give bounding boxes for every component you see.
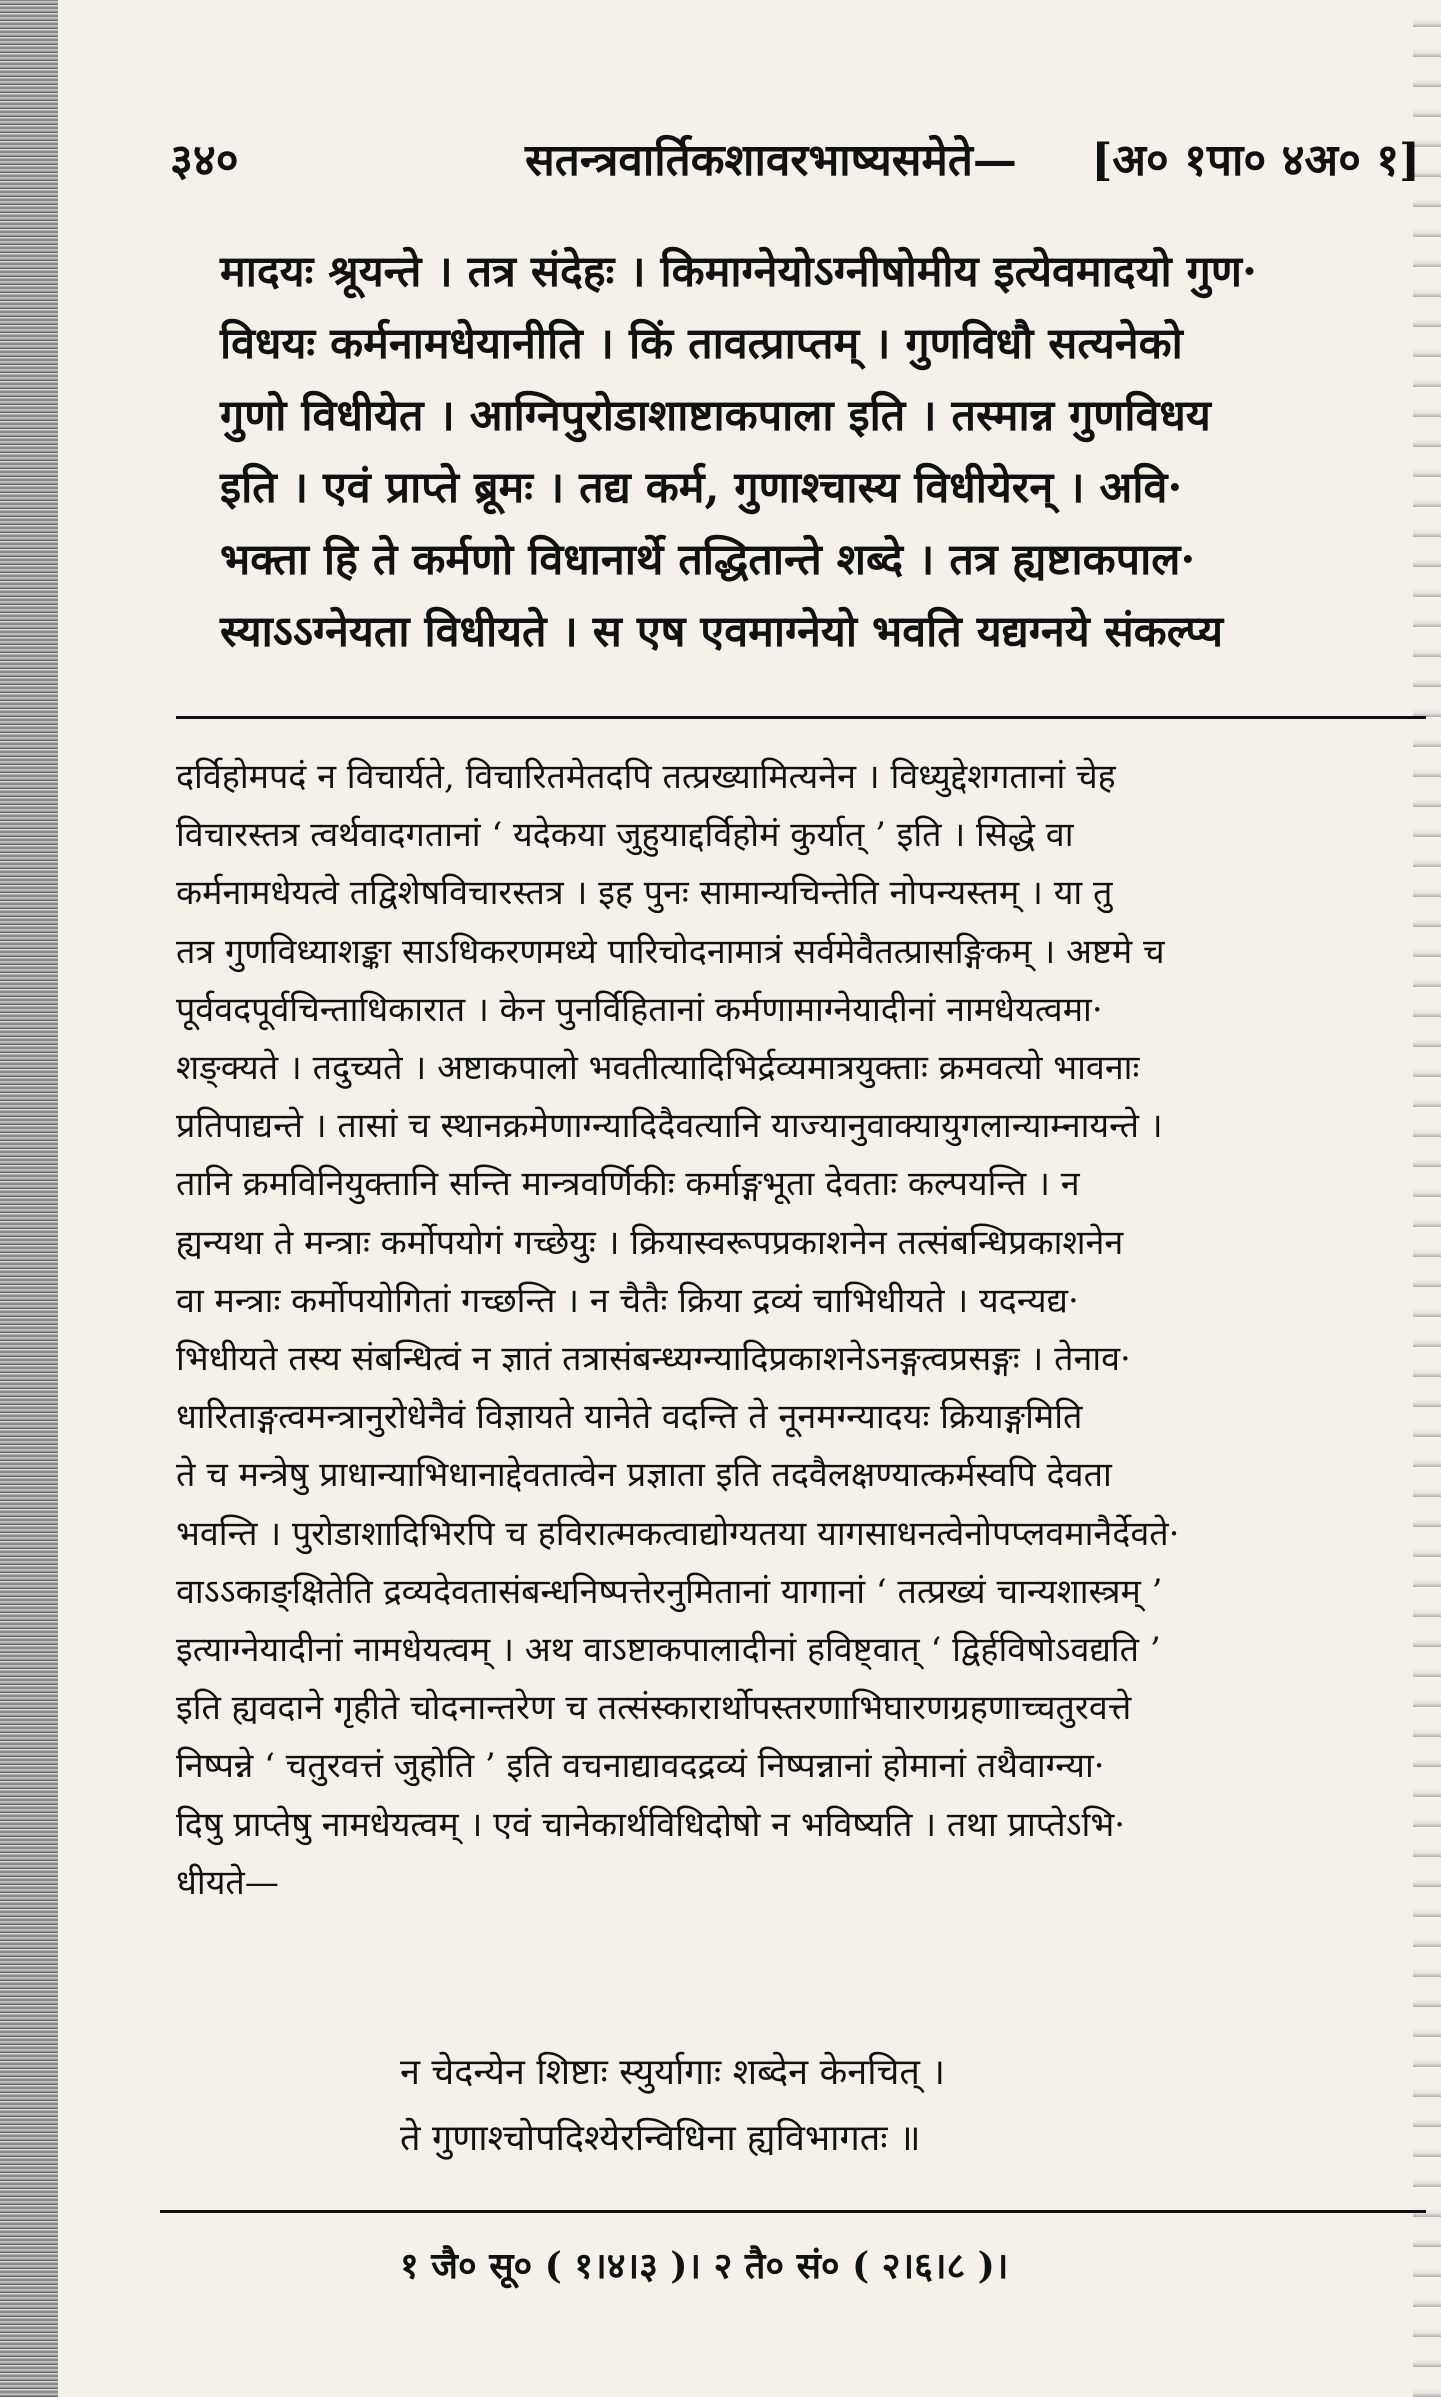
commentary-line: इति ह्यवदाने गृहीते चोदनान्तरेण च तत्संस्कारार्थोपस्तरणाभिघारणग्रहणाच्चतुरवत्ते bbox=[176, 1688, 1132, 1729]
bhashya-line: गुणो विधीयेत । आग्निपुरोडाशाष्टाकपाला इति । तस्मान्न गुणविधय bbox=[220, 391, 1211, 441]
bhashya-line: इति । एवं प्राप्ते ब्रूमः । तद्य कर्म, गुणाश्चास्य विधीयेरन् । अवि· bbox=[220, 463, 1183, 513]
bhashya-line: मादयः श्रूयन्ते । तत्र संदेहः । किमाग्नेयोऽग्नीषोमीय इत्येवमादयो गुण· bbox=[220, 247, 1257, 297]
commentary-line: वाऽऽकाङ्क्षितेति द्रव्यदेवतासंबन्धनिष्पत्तेरनुमितानां यागानां ‘ तत्प्रख्यं चान्यशास्त्रम् ’ bbox=[176, 1571, 1163, 1612]
page-number: ३४० bbox=[170, 135, 239, 186]
bhashya-line: विधयः कर्मनामधेयानीति । किं तावत्प्राप्तम् । गुणविधौ सत्यनेको bbox=[220, 319, 1183, 369]
commentary-line: वा मन्त्राः कर्मोपयोगितां गच्छन्ति । न चैतैः क्रिया द्रव्यं चाभिधीयते । यदन्यद्य· bbox=[176, 1280, 1079, 1321]
commentary-line: धारिताङ्गत्वमन्त्रानुरोधेनैवं विज्ञायते यानेते वदन्ति ते नूनमग्न्यादयः क्रियाङ्गमिति bbox=[176, 1397, 1083, 1438]
section-reference: [अ० १पा० ४अ० १] bbox=[1091, 135, 1420, 186]
commentary-line: विचारस्तत्र त्वर्थवादगतानां ‘ यदेकया जुहुयाद्दर्विहोमं कुर्यात् ’ इति । सिद्धे वा bbox=[176, 815, 1074, 856]
bhashya-line: भक्ता हि ते कर्मणो विधानार्थे तद्धितान्ते शब्दे । तत्र ह्यष्टाकपाल· bbox=[220, 535, 1196, 585]
bhashya-line: स्याऽऽग्नेयता विधीयते । स एष एवमाग्नेयो भवति यद्यग्नये संकल्प्य bbox=[220, 607, 1224, 657]
commentary-line: निष्पन्ने ‘ चतुरवत्तं जुहोति ’ इति वचनाद्यावदद्रव्यं निष्पन्नानां होमानां तथैवाग्न्या· bbox=[176, 1746, 1105, 1787]
closing-verse-line: न चेदन्येन शिष्टाः स्युर्यागाः शब्देन केनचित् । bbox=[400, 2052, 946, 2093]
closing-verse-line: ते गुणाश्चोपदिश्येरन्विधिना ह्यविभागतः ॥ bbox=[400, 2118, 921, 2159]
footnote-divider bbox=[160, 2210, 1426, 2213]
page-binding-shadow-left bbox=[0, 0, 58, 2397]
section-divider bbox=[176, 716, 1426, 719]
footnote: १ जै० सू० ( १।४।३ )। २ तै० सं० ( २।६।८ )। bbox=[400, 2245, 1009, 2287]
commentary-line: तानि क्रमविनियुक्तानि सन्ति मान्त्रवर्णिकीः कर्माङ्गभूता देवताः कल्पयन्ति । न bbox=[176, 1164, 1080, 1205]
closing-verse bbox=[400, 2040, 1300, 2172]
commentary-line: भवन्ति । पुरोडाशादिभिरपि च हविरात्मकत्वाद्योग्यतया यागसाधनत्वेनोपप्लवमानैर्देवते· bbox=[176, 1513, 1180, 1554]
commentary-line: ह्यन्यथा ते मन्त्राः कर्मोपयोगं गच्छेयुः । क्रियास्वरूपप्रकाशनेन तत्संबन्धिप्रकाशनेन bbox=[176, 1222, 1124, 1263]
commentary-line: प्रतिपाद्यन्ते । तासां च स्थानक्रमेणाग्न्यादिदैवत्यानि याज्यानुवाक्यायुगलान्याम्नायन्ते । bbox=[176, 1106, 1163, 1147]
commentary-line: धीयते— bbox=[176, 1862, 279, 1903]
commentary-line: शङ्क्यते । तदुच्यते । अष्टाकपालो भवतीत्यादिभिर्द्रव्यमात्रयुक्ताः क्रमवत्यो भावनाः bbox=[176, 1048, 1140, 1089]
commentary-line: दर्विहोमपदं न विचार्यते, विचारितमेतदपि तत्प्रख्यामित्यनेन । विध्युद्देशगतानां चेह bbox=[176, 757, 1116, 797]
running-title: सतन्त्रवार्तिकशावरभाष्यसमेते— bbox=[525, 135, 1017, 186]
commentary-line: दिषु प्राप्तेषु नामधेयत्वम् । एवं चानेकार्थविधिदोषो न भविष्यति । तथा प्राप्तेऽभि· bbox=[176, 1804, 1126, 1845]
vartika-commentary-block bbox=[176, 748, 1426, 1912]
page-header bbox=[170, 118, 1430, 190]
commentary-line: कर्मनामधेयत्वे तद्विशेषविचारस्तत्र । इह पुनः सामान्यचिन्तेति नोपन्यस्तम् । या तु bbox=[176, 873, 1113, 914]
bhashya-text-block bbox=[220, 236, 1380, 668]
commentary-line: पूर्ववदपूर्वचिन्ताधिकारात । केन पुनर्विहितानां कर्मणामाग्नेयादीनां नामधेयत्वमा· bbox=[176, 989, 1103, 1030]
commentary-line: भिधीयते तस्य संबन्धित्वं न ज्ञातं तत्रासंबन्ध्यग्न्यादिप्रकाशनेऽनङ्गत्वप्रसङ्गः । तेनाव· bbox=[176, 1339, 1131, 1380]
commentary-line: तत्र गुणविध्याशङ्का साऽधिकरणमध्ये पारिचोदनामात्रं सर्वमेवैतत्प्रासङ्गिकम् । अष्टमे च bbox=[176, 931, 1165, 972]
commentary-line: ते च मन्त्रेषु प्राधान्याभिधानाद्देवतात्वेन प्रज्ञाता इति तदवैलक्षण्यात्कर्मस्वपि देवता bbox=[176, 1455, 1112, 1496]
commentary-line: इत्याग्नेयादीनां नामधेयत्वम् । अथ वाऽष्टाकपालादीनां हविष्ट्वात् ‘ द्विर्हविषोऽवद्यति ’ bbox=[176, 1630, 1161, 1671]
